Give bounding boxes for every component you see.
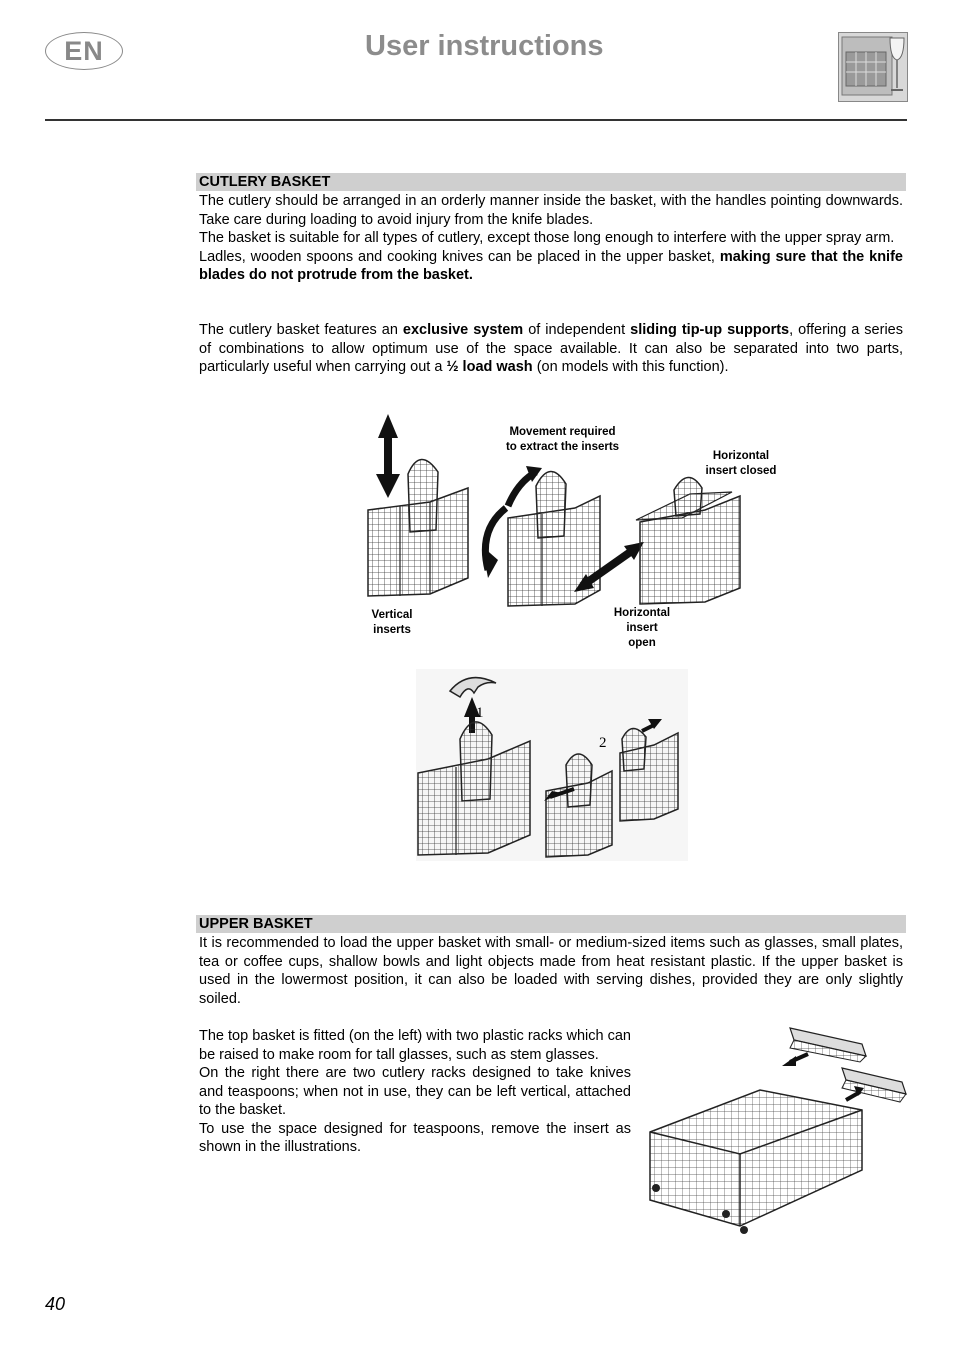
header-divider (45, 119, 907, 121)
cutlery-heading-text: CUTLERY BASKET (199, 174, 331, 190)
cutlery-paragraph-2: The basket is suitable for all types of cutlery, except those long enough to interfere with the upper spray arm. (199, 230, 895, 246)
dishwasher-glass-icon (838, 32, 908, 102)
label-vertical-inserts (356, 608, 428, 638)
upper-basket-illustration (640, 1020, 908, 1246)
cutlery-paragraph-1: The cutlery should be arranged in an orderly manner inside the basket, with the handles pointing downwards. Take care during loading to avoid injury from the knife blades. (199, 193, 903, 228)
label-hclosed-line-2: insert closed (705, 465, 777, 477)
page-number: 40 (45, 1294, 66, 1314)
upper-heading-text: UPPER BASKET (199, 916, 313, 932)
p4-text-g: (on models with this function). (532, 359, 729, 375)
label-hopen-line-3: open (628, 637, 656, 649)
label-horizontal-insert-open (600, 606, 684, 651)
cutlery-paragraph-3 (199, 248, 903, 285)
p4-text-c: of independent (523, 322, 631, 338)
upper-paragraph-4: To use the space designed for teaspoons, remove the insert as shown in the illustrations. (199, 1120, 631, 1155)
page-title: User instructions (365, 30, 604, 62)
basket-separation-illustration (416, 669, 688, 861)
p4-text-e: , offering a series of combinations to allow optimum use of the space available. It can also be separated into two parts, particularly useful when carrying out a (199, 322, 903, 375)
section-heading-cutlery (196, 173, 906, 191)
language-code: EN (64, 36, 104, 66)
step-2-marker: 2 (599, 735, 607, 751)
step-1-marker: 1 (476, 705, 484, 721)
label-vertical-line-1: Vertical (371, 609, 413, 621)
label-movement-line-1: Movement required (509, 426, 616, 438)
p4-text-a: The cutlery basket features an (199, 322, 403, 338)
p4-bold-f: ½ load wash (446, 359, 533, 375)
cutlery-paragraph-4 (199, 321, 903, 377)
upper-paragraph-1: It is recommended to load the upper basket with small- or medium-sized items such as glasses, small plates, tea or coffee cups, shallow bowls and light objects made from heat resistant plastic. If the upper basket is used in the lowermost position, it can also be loaded with serving dishes, provided they are only slightly soiled. (199, 935, 903, 1007)
label-movement-required (490, 425, 635, 455)
label-vertical-line-2: inserts (373, 624, 411, 636)
cutlery-text (199, 192, 903, 285)
label-movement-line-2: to extract the inserts (505, 441, 620, 453)
label-hclosed-line-1: Horizontal (712, 450, 770, 462)
p4-bold-d: sliding tip-up supports (630, 322, 790, 338)
language-badge (45, 32, 123, 70)
cutlery-p3-text: Ladles, wooden spoons and cooking knives can be placed in the upper basket, (199, 248, 720, 265)
section-heading-upper (196, 915, 906, 933)
cutlery-p3-bold: making sure that the knife blades do not protrude from the basket. (199, 248, 903, 283)
upper-paragraph-3: On the right there are two cutlery racks designed to take knives and teaspoons; when not in use, they can be left vertical, attached to the basket. (199, 1065, 631, 1118)
label-hopen-line-1: Horizontal (613, 607, 671, 619)
upper-paragraph-2: The top basket is fitted (on the left) with two plastic racks which can be raised to make room for tall glasses, such as stem glasses. (199, 1028, 631, 1063)
upper-text-column (199, 1027, 631, 1157)
p4-bold-b: exclusive system (402, 322, 524, 338)
label-hopen-line-2: insert (626, 622, 658, 634)
label-horizontal-insert-closed (690, 449, 792, 479)
